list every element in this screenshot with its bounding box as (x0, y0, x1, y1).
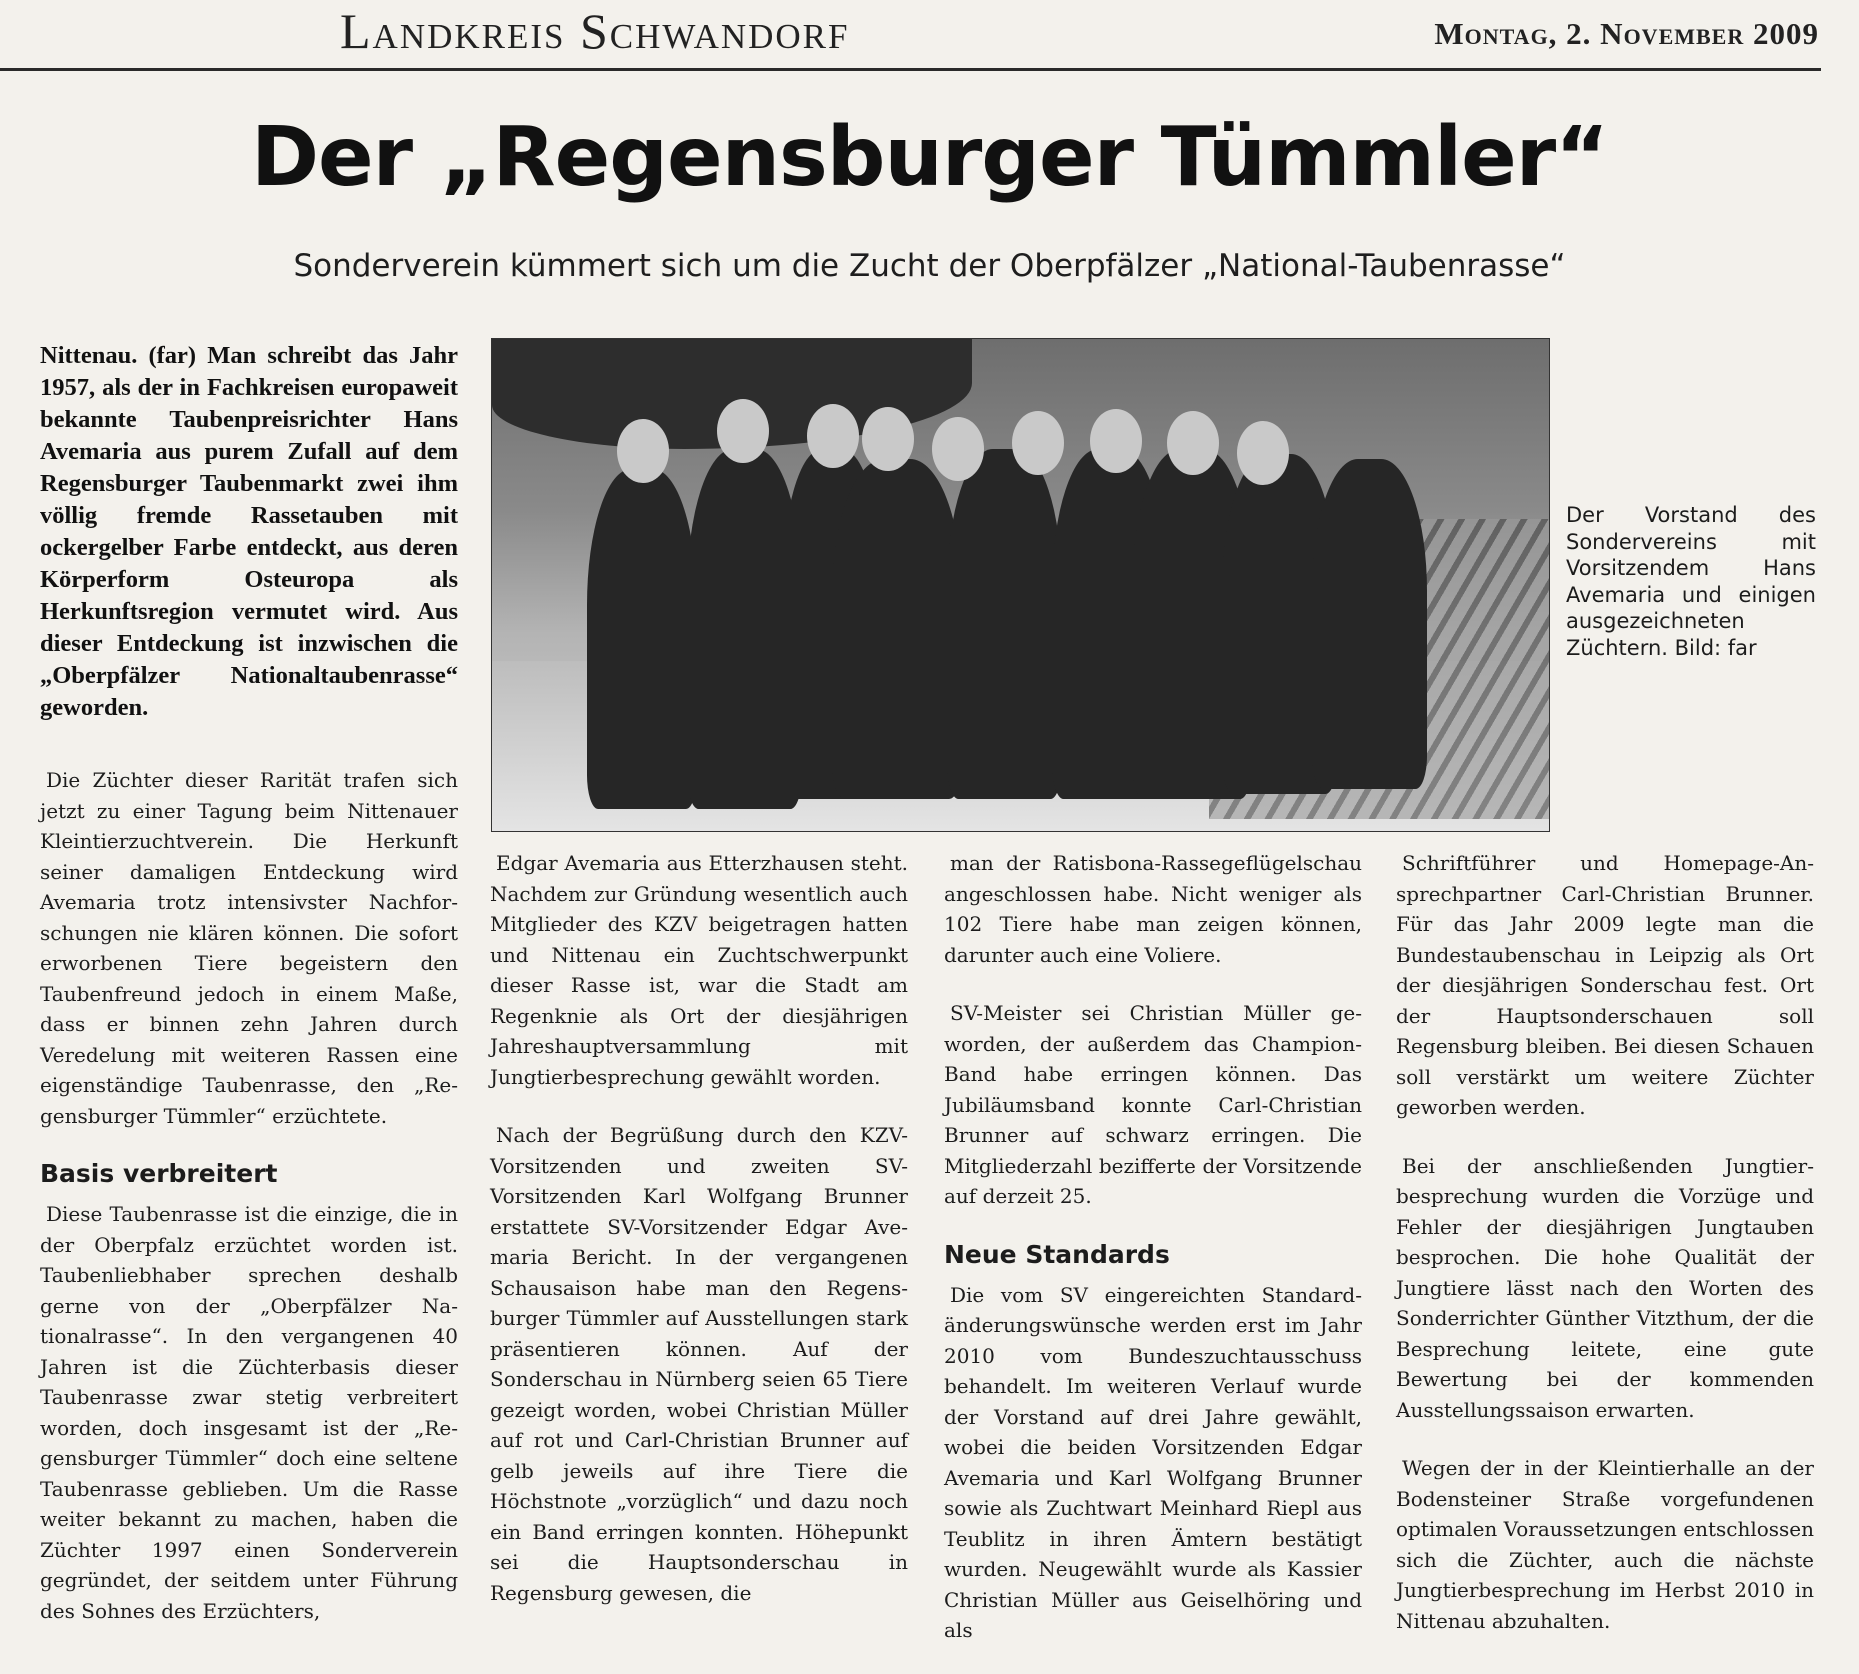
photo-person-head (617, 419, 669, 483)
column-4 (1396, 848, 1814, 1664)
photo-person-head (1012, 411, 1064, 475)
photo-person (587, 469, 697, 809)
paragraph: Schriftführer und Homepage-Ansprechpartner Carl-Christian Brunner. Für das Jahr 2009 legte man die Bundestaubenschau in Leipzig als Ort der diesjährigen Sonderschau fest. Ort der Hauptsonderschauen soll Regensburg bleiben. Bei diesen Schauen soll verstärkt um weitere Züchter geworben werden. (1396, 851, 1814, 1119)
photo-person (947, 449, 1062, 799)
photo-person-head (932, 417, 984, 481)
paragraph: Diese Taubenrasse ist die einzige, die in der Oberpfalz erzüchtet worden ist. Taubenliebhaber sprechen deshalb gerne von der „Oberpfälzer Nationalrasse“. In den vergangenen 40 Jahren ist die Züchterbasis dieser Taubenrasse zwar stetig verbreitert worden, doch insgesamt ist der „Regensburger Tümmler“ doch eine seltene Taubenrasse geblieben. Um die Rasse weiter bekannt zu machen, haben die Züchter 1997 einen Sonderverein gegründet, der seitdem unter Führung des Sohnes des Erzüchters, (40, 1202, 458, 1623)
masthead-rule (0, 68, 1821, 71)
paragraph: Bei der anschließenden Jungtierbesprechung wurden die Vorzüge und Fehler der diesjährigen Jungtauben besprochen. Die hohe Qualität der Jungtiere lässt nach den Worten des Sonderrichter Günther Vitzthum, der die Besprechung leitete, eine gute Bewertung bei der kommenden Ausstellungssaison erwarten. (1396, 1153, 1814, 1422)
paragraph: Die Züchter dieser Rarität trafen sich jetzt zu einer Tagung beim Nittenauer Kleintierzuchtverein. Die Herkunft seiner damaligen Entdeckung wird Avemaria trotz intensivster Nachforschungen nie klären können. Die sofort erworbenen Tiere begeistern den Taubenfreund jedoch in einem Maße, dass er binnen zehn Jahren durch Veredelung mit weiteren Rassen eine eigenständige Taubenrasse, den „Regensburger Tümmler“ erzüchtete. (40, 768, 458, 1128)
article-headline: Der „Regensburger Tümmler“ (250, 110, 1609, 205)
paragraph: man der Ratisbona-Rassegeflügelschau angeschlossen habe. Nicht weniger als 102 Tiere habe man zeigen können, darunter auch eine Voliere. (944, 851, 1362, 967)
photo-person-head (862, 407, 914, 471)
column-1 (40, 765, 458, 1654)
column-2 (490, 848, 908, 1636)
paragraph: Die vom SV eingereichten Standardänderungswünsche werden erst im Jahr 2010 vom Bundeszuchtausschuss behandelt. Im weiteren Verlauf wurde der Vorstand auf drei Jahre gewählt, wobei die beiden Vorsitzenden Edgar Avemaria und Karl Wolfgang Brunner sowie als Zuchtwart Meinhard Riepl aus Teublitz in ihren Ämtern bestätigt wurden. Neugewählt wurde als Kassier Christian Müller aus Geiselhöring und als (944, 1282, 1362, 1642)
paragraph: SV-Meister sei Christian Müller geworden, der außerdem das Champion-Band habe erringen können. Das Jubiläumsband konnte Carl-Christian Brunner auf schwarz erringen. Die Mitgliederzahl bezifferte der Vorsitzende auf derzeit 25. (944, 1001, 1362, 1208)
photo-caption: Der Vorstand des Sondervereins mit Vorsitzendem Hans Avemaria und einigen ausgezeichneten Züchtern. Bild: far (1566, 503, 1816, 660)
paragraph: Wegen der in der Kleintierhalle an der Bodensteiner Straße vorgefundenen optimalen Voraussetzungen entschlossen sich die Züchter, auch die nächste Jungtierbesprechung im Herbst 2010 in Nittenau abzuhalten. (1396, 1456, 1815, 1633)
photo-person-head (1090, 409, 1142, 473)
masthead-date: Montag, 2. November 2009 (1434, 16, 1819, 51)
masthead-section: Landkreis Schwandorf (340, 3, 850, 59)
photo-person (832, 459, 962, 799)
article-photo (491, 338, 1550, 832)
article-subheadline: Sonderverein kümmert sich um die Zucht der Oberpfälzer „National-Taubenrasse“ (293, 248, 1566, 284)
paragraph: Nach der Begrüßung durch den KZV-Vorsitzenden und zweiten SV-Vorsitzenden Karl Wolfgang Brunner erstattete SV-Vorsitzender Edgar Avemaria Bericht. In der vergangenen Schausaison habe man den Regensburger Tümmler auf Ausstellungen stark präsentieren können. Auf der Sonderschau in Nürnberg seien 65 Tiere gezeigt worden, wobei Christian Müller auf rot und Carl-Christian Brunner auf gelb jeweils auf ihre Tiere die Höchstnote „vorzüglich“ und dazu noch ein Band erringen konnten. Höhepunkt sei die Hauptsonderschau in Regensburg gewesen, die (490, 1123, 908, 1605)
photo-person (1312, 459, 1427, 789)
paragraph: Edgar Avemaria aus Etterzhausen steht. Nachdem zur Gründung wesentlich auch Mitglieder des KZV beigetragen hatten und Nittenau ein Zuchtschwerpunkt dieser Rasse ist, war die Stadt am Regenknie als Ort der diesjährigen Jahreshauptversammlung mit Jungtierbesprechung gewählt worden. (490, 851, 908, 1089)
photo-person-head (717, 399, 769, 463)
photo-person-head (807, 404, 859, 468)
column-3 (944, 848, 1362, 1674)
subhead-basis: Basis verbreitert (40, 1159, 278, 1188)
photo-person-head (1237, 421, 1289, 485)
lead-paragraph: Nittenau. (far) Man schreibt das Jahr 1957, als der in Fachkreisen europaweit bekannte Taubenpreisrichter Hans Avemaria aus purem Zufall auf dem Regensburger Taubenmarkt zwei ihm völlig fremde Rassetauben mit ockergelber Farbe entdeckt, aus deren Körperform Osteuropa als Herkunftsregion vermutet wird. Aus dieser Entdeckung ist inzwischen die „Oberpfälzer Nationaltaubenrasse“ geworden. (40, 342, 458, 721)
subhead-standards: Neue Standards (944, 1239, 1170, 1269)
photo-person-head (1167, 411, 1219, 475)
